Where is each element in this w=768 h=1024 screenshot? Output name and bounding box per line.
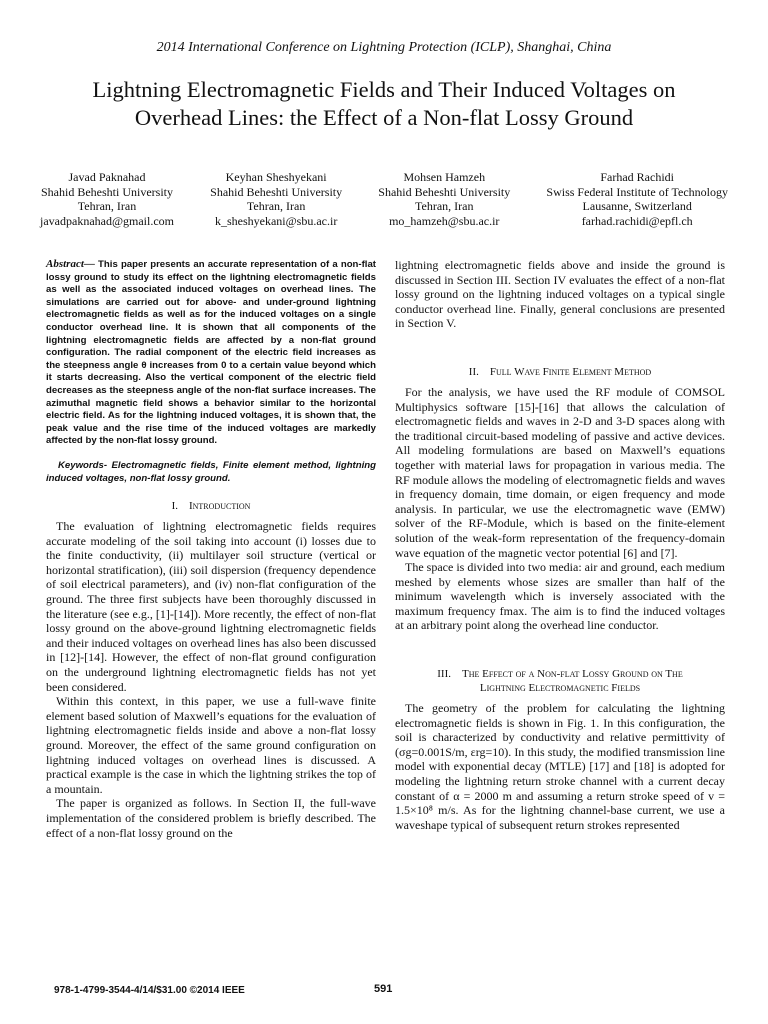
- conference-header: 2014 International Conference on Lightning Protection (ICLP), Shanghai, China: [156, 40, 612, 55]
- author-location: Lausanne, Switzerland: [582, 199, 692, 213]
- page-number: 591: [374, 983, 393, 995]
- paragraph: The evaluation of lightning electromagnetic fields requires accurate modeling of the soil taking into account (i) losses due to the finite conductivity, (ii) multilayer soil structure (vertical or horizontal stratification), (iii) soil dispersion (frequency dependence of soil electrical parameters), and (iv) non-flat configuration of the ground. The three first subjects have been thoroughly discussed in the literature (see e.g., [1]-[14]). More recently, the effect of non-flat lossy ground on the above-ground lightning electromagnetic fields and their induced voltages on overhead lines has also been discussed in [12]-[14]. However, the effect of non-flat ground configuration on the underground lightning electromagnetic fields has not yet been considered.: [46, 519, 376, 694]
- author-location: Tehran, Iran: [415, 199, 474, 213]
- abstract-text: This paper presents an accurate representation of a non-flat lossy ground to study its effect on the lightning electromagnetic fields as well as the associated induced voltages on overhead lines. The simulations are carried out for above- and under-ground lightning electromagnetic fields as well as for the induced voltages on a single conductor overhead line. It is shown that all components of the lightning electromagnetic fields are affected by a non-flat ground configuration. The radial component of the electric field increases as the steepness angle θ increases from 0 to a certain value beyond which it starts decreasing. Also the vertical component of the electric field decreases as the steepness angle of the non-flat surface increases. The azimuthal magnetic field shows a behavior similar to the horizontal electric field. As for the lightning induced voltages, it is shown that, the peak value and the rise time of the induced voltages are markedly affected by the non-flat lossy ground.: [46, 259, 376, 447]
- paragraph: lightning electromagnetic fields above and inside the ground is discussed in Section III. Section IV evaluates the effect of a non-flat lossy ground on the lightning induced voltages on a typical single conductor overhead line. Finally, general conclusions are presented in Section V.: [395, 258, 725, 331]
- author-email[interactable]: farhad.rachidi@epfl.ch: [581, 213, 693, 228]
- paper-title: [40, 76, 728, 132]
- author-1: [40, 170, 174, 228]
- abstract: [46, 258, 376, 448]
- section-heading-method: II. Full Wave Finite Element Method: [468, 365, 652, 378]
- title-line-2: Overhead Lines: the Effect of a Non-flat Lossy Ground: [134, 105, 634, 130]
- abstract-lead: Abstract—: [46, 258, 95, 270]
- author-affiliation: Shahid Beheshti University: [41, 184, 173, 199]
- right-column: [395, 258, 725, 832]
- author-email[interactable]: k_sheshyekani@sbu.ac.ir: [214, 213, 338, 228]
- author-location: Tehran, Iran: [77, 199, 137, 213]
- author-email[interactable]: mo_hamzeh@sbu.ac.ir: [389, 213, 500, 228]
- author-2: [210, 170, 342, 228]
- left-column: [46, 258, 376, 840]
- paragraph: The geometry of the problem for calculating the lightning electromagnetic fields is shown in Fig. 1. In this configuration, the soil is characterized by conductivity and relative permittivity of (σg=0.001S/m, εrg=10). In this study, the modified transmission line model with exponential decay (MTLE) [17] and [18] is adopted for modeling the lightning return stroke channel with a current decay constant of α = 2000 m and assuming a return stroke speed of v = 1.5×10⁸ m/s. As for the lightning channel-base current, we use a waveshape typical of subsequent return strokes represented: [395, 701, 725, 832]
- footer-isbn: 978-1-4799-3544-4/14/$31.00 ©2014 IEEE: [54, 985, 245, 996]
- author-block: [40, 170, 728, 228]
- paragraph: Within this context, in this paper, we use a full-wave finite element based solution of Maxwell’s equations for the evaluation of lightning electromagnetic fields inside and above a non-flat lossy ground. Moreover, the effect of the same ground configuration on lightning induced voltages on overhead lines is discussed. A practical example is the case in which the lightning strikes the top of a mountain.: [46, 694, 376, 796]
- author-name: Keyhan Sheshyekani: [225, 170, 327, 184]
- author-name: Farhad Rachidi: [600, 170, 675, 184]
- author-name: Javad Paknahad: [68, 170, 146, 184]
- author-affiliation: Shahid Beheshti University: [210, 184, 343, 199]
- author-4: [546, 170, 728, 228]
- author-3: [378, 170, 510, 228]
- author-name: Mohsen Hamzeh: [403, 170, 486, 184]
- title-line-1: Lightning Electromagnetic Fields and Their Induced Voltages on: [92, 77, 676, 102]
- author-email[interactable]: javadpaknahad@gmail.com: [40, 213, 175, 228]
- keywords: Keywords- Electromagnetic fields, Finite element method, lightning induced voltages, non-flat lossy ground.: [46, 459, 376, 484]
- section-heading-introduction: I. Introduction: [171, 500, 251, 513]
- author-location: Tehran, Iran: [246, 199, 306, 213]
- paragraph: The paper is organized as follows. In Section II, the full-wave implementation of the considered problem is briefly described. The effect of a non-flat lossy ground on the: [46, 796, 376, 840]
- author-affiliation: Shahid Beheshti University: [378, 184, 511, 199]
- author-affiliation: Swiss Federal Institute of Technology: [546, 184, 728, 199]
- paragraph: The space is divided into two media: air and ground, each medium meshed by elements whose sizes are smaller than half of the minimum wavelength which is inversely associated with the maximum frequency fmax. The aim is to find the induced voltages at an arbitrary point along the overhead line conductor.: [395, 560, 725, 633]
- paragraph: For the analysis, we have used the RF module of COMSOL Multiphysics software [15]-[16] that allows the calculation of electromagnetic fields and waves in 2-D and 3-D spaces along with the traditional circuit-based modeling of passive and active devices. All modeling formulations are based on Maxwell’s equations together with material laws for propagation in various media. The RF module allows the modeling of electromagnetic fields and waves in frequency domain, time domain, or eigen frequency and mode analysis. In particular, we use the electromagnetic wave (EMW) solver of the RF-Module, which is based on the finite-element solution of the weak-form representation of the frequency-domain wave equation of the magnetic vector potential [6] and [7].: [395, 384, 725, 560]
- section-heading-effect: III. The Effect of a Non-flat Lossy Ground on The Lightning Electromagnetic Fields: [437, 668, 683, 695]
